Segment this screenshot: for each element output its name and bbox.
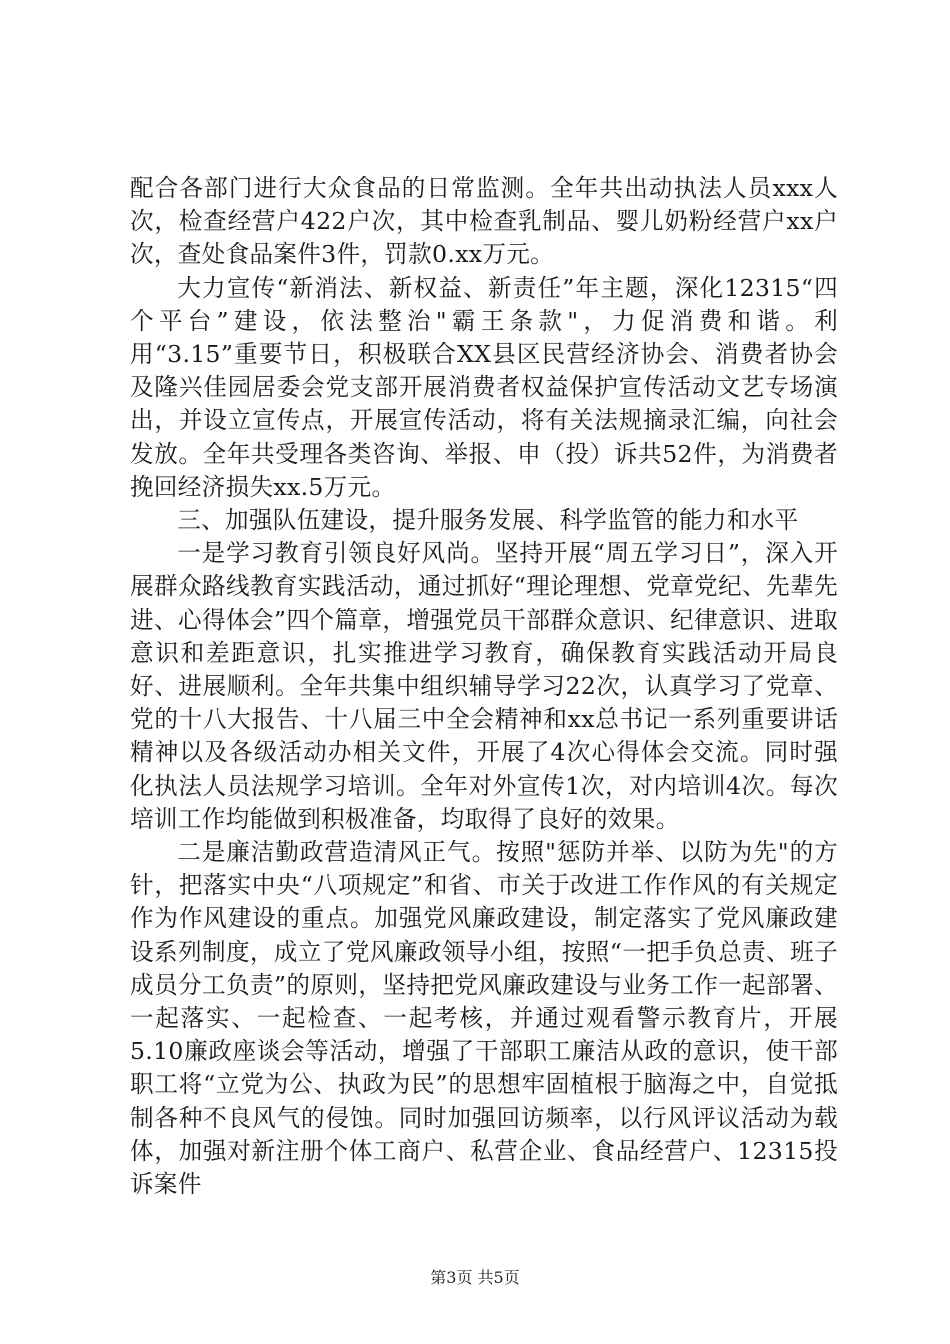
paragraph-food-monitoring: 配合各部门进行大众食品的日常监测。全年共出动执法人员xxx人次，检查经营户422户次，其中检查乳制品、婴儿奶粉经营户xx户次，查处食品案件3件，罚款0.xx万元。 <box>130 174 838 269</box>
page-number-footer: 第3页 共5页 <box>430 1268 520 1287</box>
paragraph-study-education: 一是学习教育引领良好风尚。坚持开展“周五学习日”，深入开展群众路线教育实践活动，通过抓好“理论理想、党章党纪、先辈先进、心得体会”四个篇章，增强党员干部群众意识、纪律意识、进取意识和差距意识，扎实推进学习教育，确保教育实践活动开局良好、进展顺利。全年共集中组织辅导学习22次，认真学习了党章、党的十八大报告、十八届三中全会精神和xx总书记一系列重要讲话精神以及各级活动办相关文件，开展了4次心得体会交流。同时强化执法人员法规学习培训。全年对外宣传1次，对内培训4次。每次培训工作均能做到积极准备，均取得了良好的效果。 <box>130 539 838 833</box>
section-heading-team-building: 三、加强队伍建设，提升服务发展、科学监管的能力和水平 <box>177 506 799 535</box>
paragraph-integrity: 二是廉洁勤政营造清风正气。按照"惩防并举、以防为先"的方针，把落实中央“八项规定”和省、市关于改进工作作风的有关规定作为作风建设的重点。加强党风廉政建设，制定落实了党风廉政建设系列制度，成立了党风廉政领导小组，按照“一把手负总责、班子成员分工负责”的原则，坚持把党风廉政建设与业务工作一起部署、一起落实、一起检查、一起考核，并通过观看警示教育片，开展5.10廉政座谈会等活动，增强了干部职工廉洁从政的意识，使干部职工将“立党为公、执政为民”的思想牢固植根于脑海之中，自觉抵制各种不良风气的侵蚀。同时加强回访频率，以行风评议活动为载体，加强对新注册个体工商户、私营企业、食品经营户、12315投诉案件 <box>130 838 838 1199</box>
paragraph-consumer-rights: 大力宣传“新消法、新权益、新责任”年主题，深化12315“四个平台”建设，依法整治"霸王条款"，力促消费和谐。利用“3.15”重要节日，积极联合XX县区民营经济协会、消费者协会及隆兴佳园居委会党支部开展消费者权益保护宣传活动文艺专场演出，并设立宣传点，开展宣传活动，将有关法规摘录汇编，向社会发放。全年共受理各类咨询、举报、申（投）诉共52件，为消费者挽回经济损失xx.5万元。 <box>130 273 838 501</box>
document-body <box>130 172 838 1201</box>
